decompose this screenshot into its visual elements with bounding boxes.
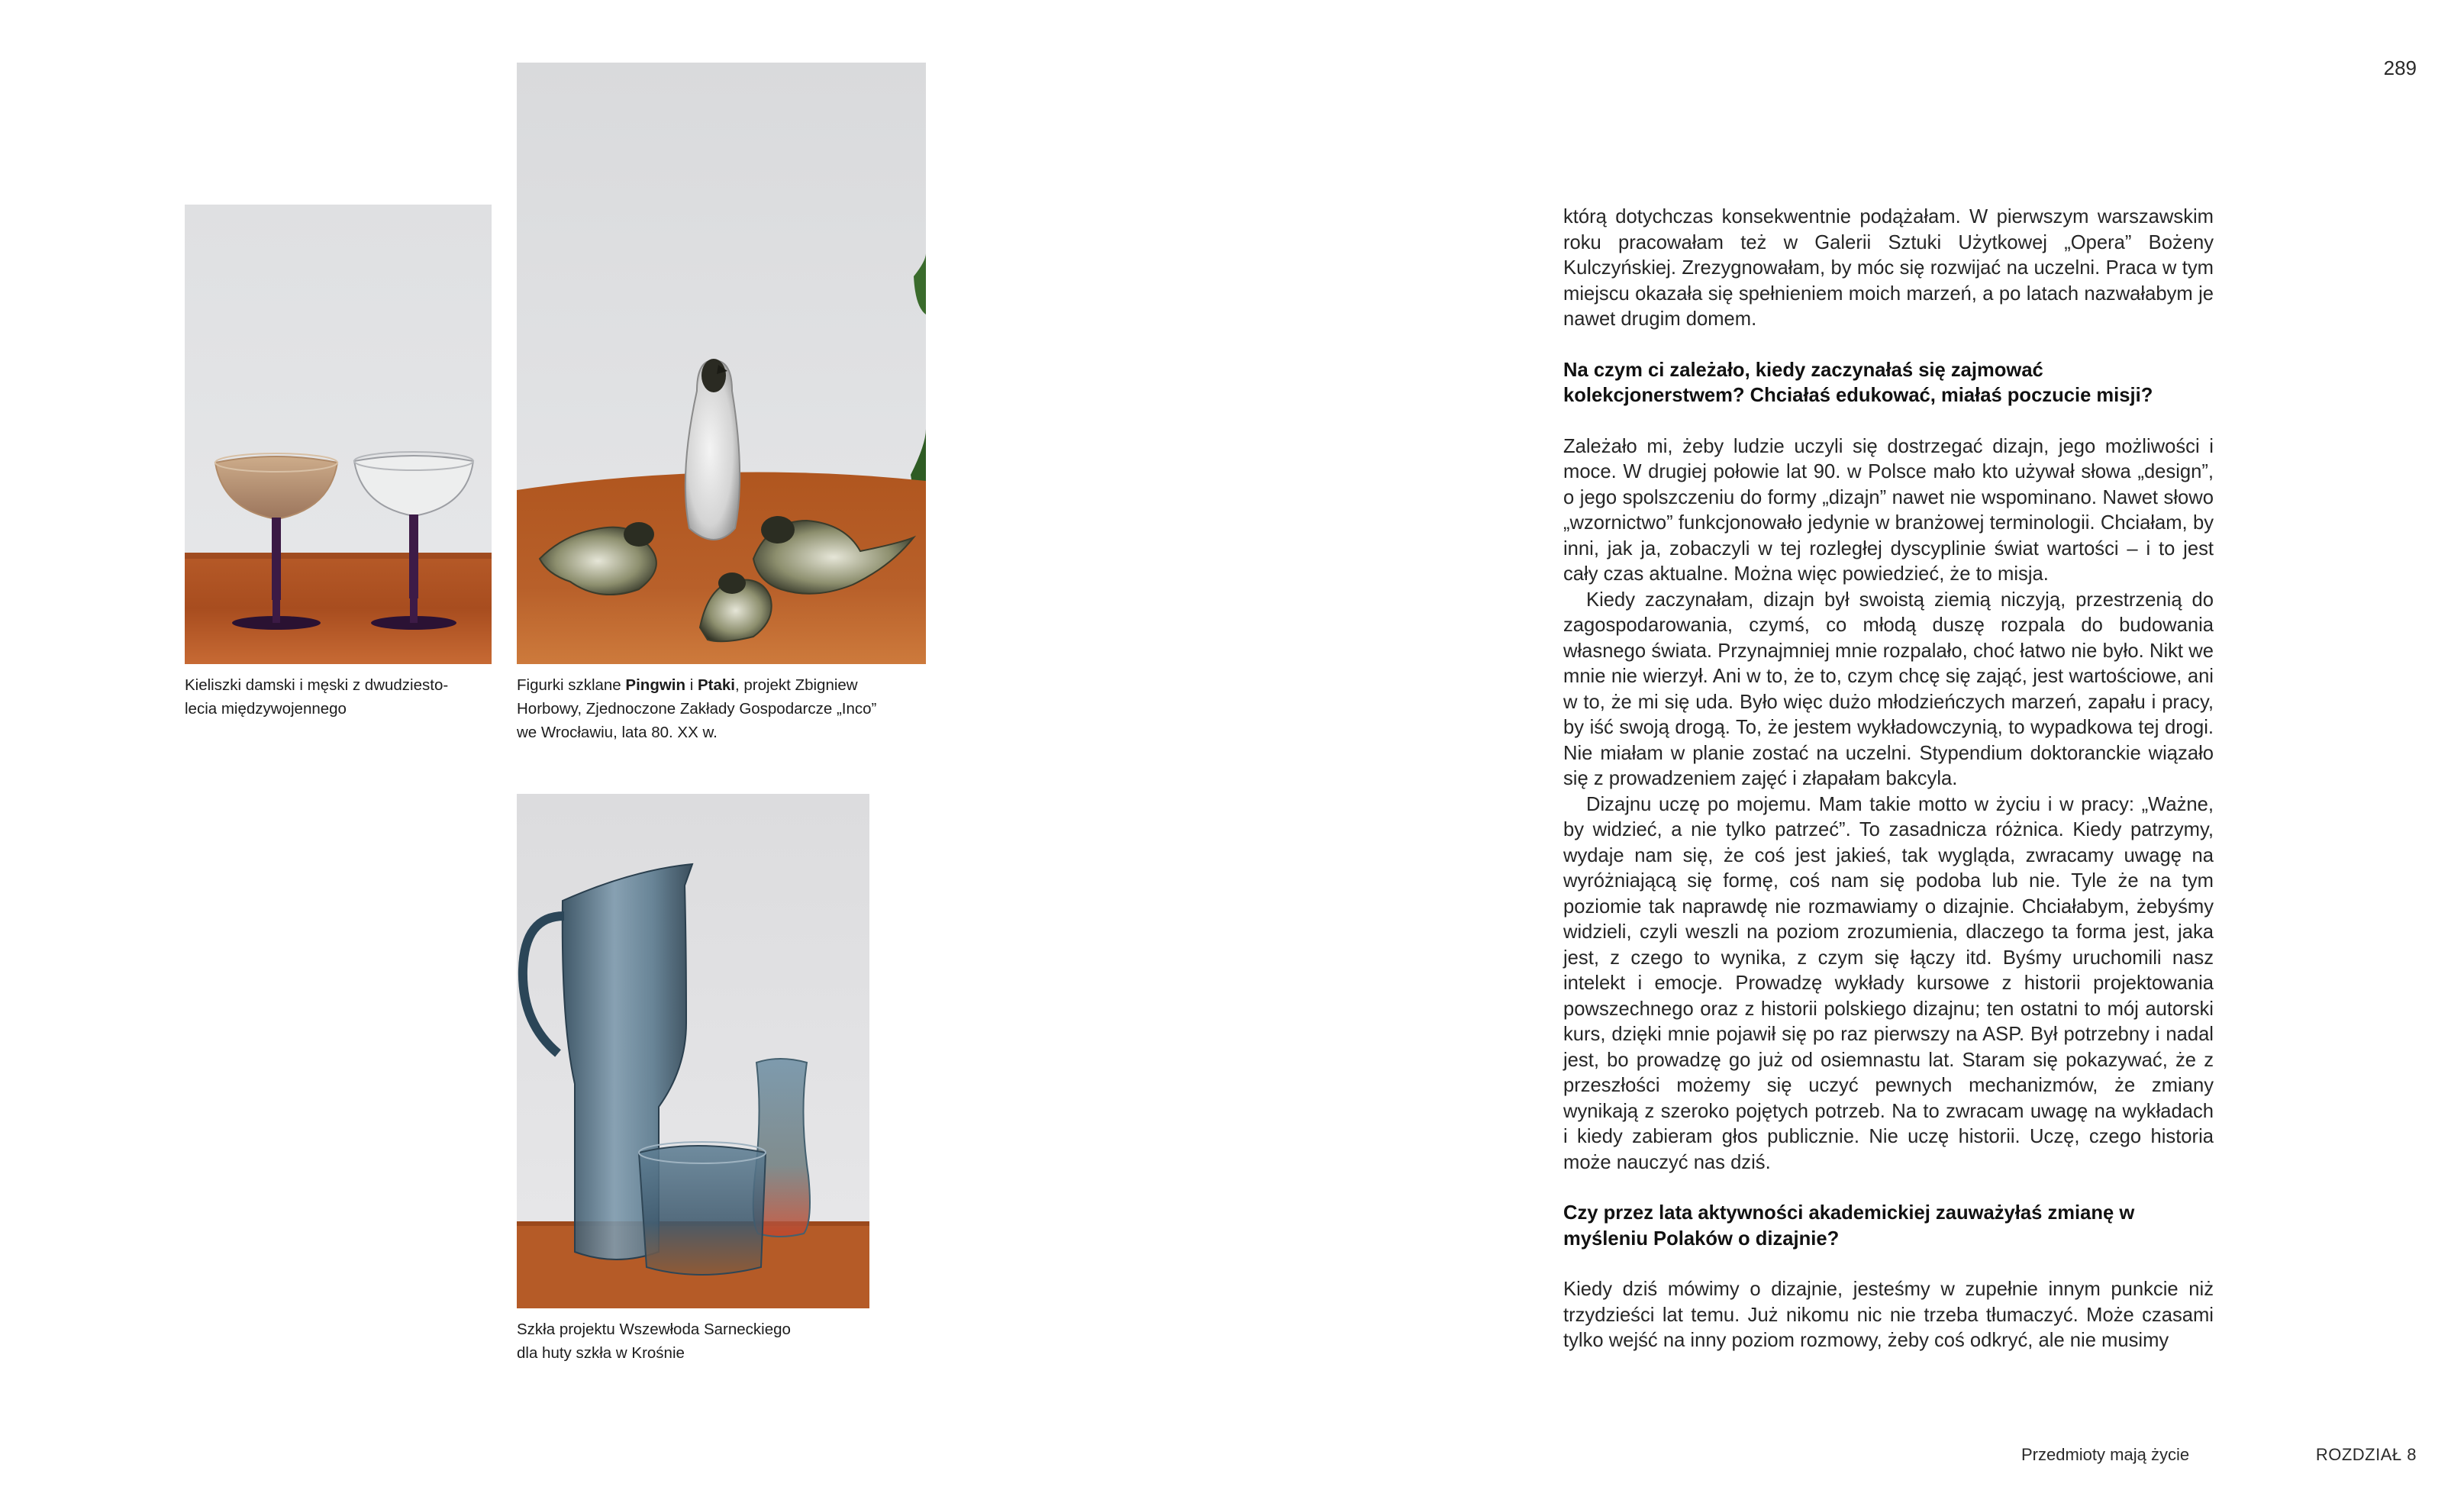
caption-birds-line: Horbowy, Zjednoczone Zakłady Gospodarcze „Inco” <box>517 700 877 718</box>
jug-image <box>517 794 869 1308</box>
birds-image <box>517 63 926 664</box>
photo-jug <box>517 794 869 1308</box>
caption-glasses-line: Kieliszki damski i męski z dwudziesto- <box>185 676 449 694</box>
caption-jug-line: dla huty szkła w Krośnie <box>517 1344 685 1362</box>
paragraph: Kiedy dziś mówimy o dizajnie, jesteśmy w zupełnie innym punkcie niż trzydzieści lat temu. Już nikomu nic nie trzeba tłumaczyć. Może czasami tylko wejść na inny poziom rozmowy, żeby coś odkryć, ale nie musimy <box>1563 1279 2214 1351</box>
caption-birds-line: we Wrocławiu, lata 80. XX w. <box>517 724 718 741</box>
paragraph: Dizajnu uczę po mojemu. Mam takie motto w życiu i w pracy: „Ważne, by widzieć, a nie tylko patrzeć”. To zasadnicza różnica. Kiedy patrzymy, wydaje nam się, że coś jest jakieś, tak wygląda, zwracamy uwagę na wyróżniającą się formę, coś nam się podoba lub nie. Tyle że na tym poziomie tak naprawdę nie rozmawiamy o dizajnie. Chciałabym, żebyśmy widzieli, czyli weszli na poziom zrozumienia, dlaczego ta forma jest, jaka jest, z czego to wynika, z czym się łączy itd. Byśmy uruchomili nasz intelekt i emocje. Prowadzę wykłady kursowe z historii projektowania powszechnego oraz z historii polskiego dizajnu; ten ostatni to mój autorski kurs, dzięki mnie pojawił się po raz pierwszy na ASP. Był potrzebny i nadal jest, bo prowadzę go już od osiemnastu lat. Staram się pokazywać, że z przeszłości możemy się uczyć pewnych mechanizmów, że zmiany wynikają z szeroko pojętych potrzeb. Na to zwracam uwagę na wykładach i kiedy zabieram głos publicznie. Nie uczę historii. Uczę, czego historia może nauczyć nas dziś. <box>1563 793 2214 1173</box>
interview-question: Czy przez lata aktywności akademickiej zauważyłaś zmianę w myśleniu Polaków o dizajnie? <box>1563 1202 2135 1250</box>
paragraph: Zależało mi, żeby ludzie uczyli się dostrzegać dizajn, jego możliwości i moce. W drugiej połowie lat 90. w Polsce mało kto używał słowa „design”, o jego spolszczeniu do formy „dizajn” nawet nie wspominano. Nawet słowo „wzornictwo” funkcjonowało jedynie w branżowej terminologii. Chciałam, by inni, jak ja, zobaczyli w tej rozległej dyscyplinie świat wartości – i to jest cały czas aktualne. Można więc powiedzieć, że to misja. <box>1563 435 2214 585</box>
caption-text: , projekt Zbigniew <box>734 676 858 694</box>
glasses-image <box>185 205 492 664</box>
caption-text: i <box>685 676 698 694</box>
caption-glasses-line: lecia międzywojennego <box>185 700 347 718</box>
caption-bold-title: Ptaki <box>697 676 735 694</box>
paragraph: Kiedy zaczynałam, dizajn był swoistą ziemią niczyją, przestrzenią do zagospodarowania, czymś, co młodą duszę rozpala do budowania własnego świata. Przynajmniej mnie rozpalało, choć łatwo nie było. Nikt we mnie nie wierzył. Ani w to, że to, czym chcę się zająć, jest wartościowe, ani w to, że mi się uda. Było więc dużo młodzieńczych marzeń, zapału i pracy, by iść swoją drogą. To, że jestem wykładowczynią, to wypadkowa tej drogi. Nie miałam w planie zostać na uczelni. Stypendium doktoranckie wiązało się z prowadzeniem zajęć i złapałam bakcyla. <box>1563 589 2214 789</box>
photo-glasses <box>185 205 492 664</box>
photo-birds <box>517 63 926 664</box>
caption-bold-title: Pingwin <box>625 676 685 694</box>
running-title: Przedmioty mają życie <box>2021 1445 2190 1464</box>
caption-birds-line <box>517 673 914 697</box>
paragraph: którą dotychczas konsekwentnie podążałam. W pierwszym warszawskim roku pracowałam też w Galerii Sztuki Użytkowej „Opera” Bożeny Kulczyńskiej. Zrezygnowałam, by móc się rozwijać na uczelni. Praca w tym miejscu okazała się spełnieniem moich marzeń, a po latach nazwałabym je nawet drugim domem. <box>1563 206 2214 330</box>
caption-text: Figurki szklane <box>517 676 626 694</box>
caption-birds <box>517 673 914 744</box>
caption-jug-line: Szkła projektu Wszewłoda Sarneckiego <box>517 1321 791 1338</box>
caption-glasses <box>185 673 490 721</box>
interview-question: Na czym ci zależało, kiedy zaczynałaś się zajmować kolekcjonerstwem? Chciałaś edukować, miałaś poczucie misji? <box>1563 359 2153 406</box>
page-number: 289 <box>2383 56 2417 79</box>
caption-jug <box>517 1318 914 1365</box>
chapter-label: ROZDZIAŁ 8 <box>2315 1445 2417 1464</box>
article-text <box>1563 205 2214 1354</box>
